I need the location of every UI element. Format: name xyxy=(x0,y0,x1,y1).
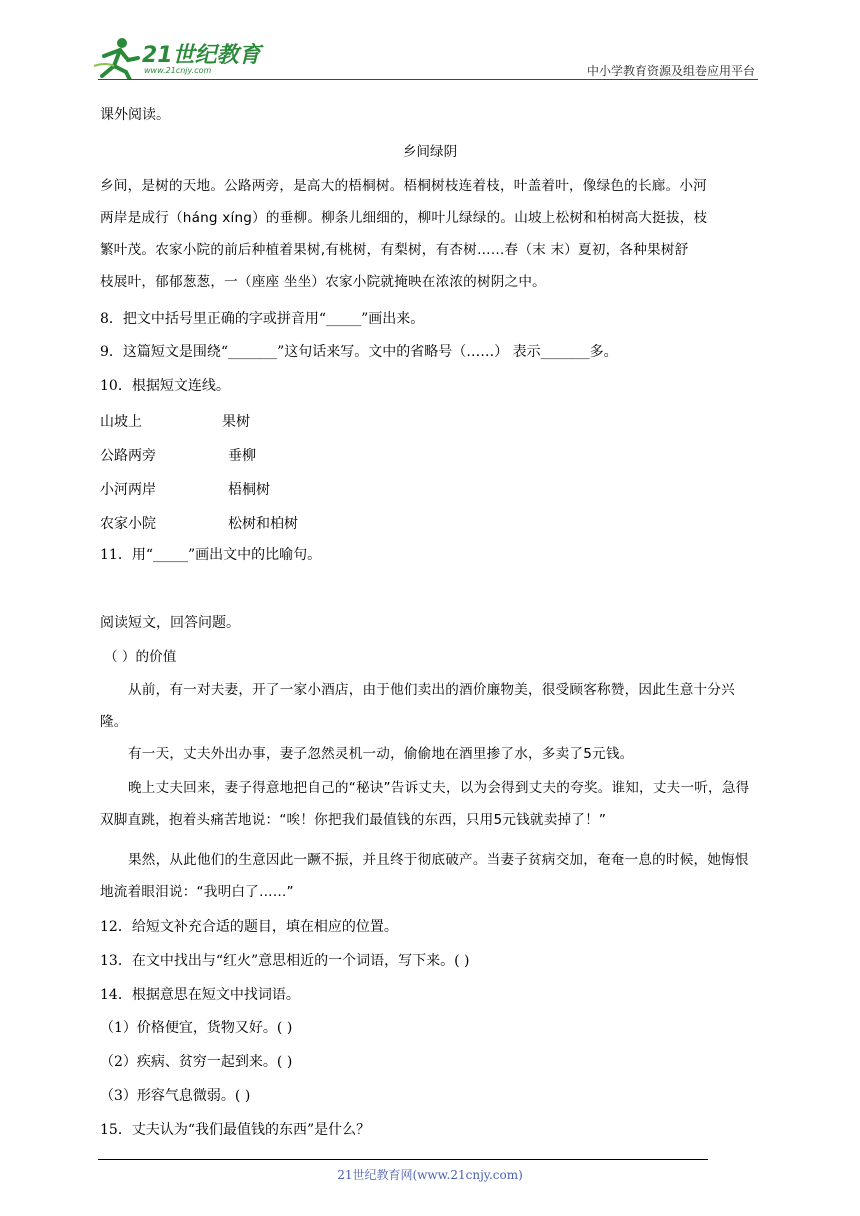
passage1-title: 乡间绿阴 xyxy=(402,144,458,160)
match-left-item: 农家小院 xyxy=(100,516,156,532)
question-13: 13．在文中找出与“红火”意思相近的一个词语，写下来。( ) xyxy=(100,953,470,969)
passage2-paragraph: 晚上丈夫回来，妻子得意地把自己的“秘诀”告诉丈夫，以为会得到丈夫的夸奖。谁知，丈夫一听，急得双脚直跳，抱着头痛苦地说：“唉！你把我们最值钱的东西，只用5元钱就卖掉了！” xyxy=(100,780,750,828)
footer-divider xyxy=(98,1159,708,1160)
logo-text: 21世纪教育 xyxy=(142,43,261,68)
match-right-item: 果树 xyxy=(222,414,250,430)
question-15: 15．丈夫认为“我们最值钱的东西”是什么？ xyxy=(100,1122,371,1138)
passage1-line: 乡间，是树的天地。公路两旁，是高大的梧桐树。梧桐树枝连着枝，叶盖着叶，像绿色的长廊。小河 xyxy=(100,178,707,194)
match-left-item: 小河两岸 xyxy=(100,482,156,498)
passage2-paragraph: 有一天，丈夫外出办事，妻子忽然灵机一动，偷偷地在酒里掺了水，多卖了5元钱。 xyxy=(128,746,634,762)
section1-intro: 课外阅读。 xyxy=(100,107,170,123)
section2-intro: 阅读短文，回答问题。 xyxy=(100,615,240,631)
match-left-item: 山坡上 xyxy=(100,414,142,430)
question-12: 12．给短文补充合适的题目，填在相应的位置。 xyxy=(100,919,398,935)
question-11: 11．用“_____”画出文中的比喻句。 xyxy=(100,547,322,563)
passage1-line: 枝展叶，郁郁葱葱，一（座座 坐坐）农家小院就掩映在浓浓的树阴之中。 xyxy=(100,274,546,290)
footer-text: 21世纪教育网(www.21cnjy.com) xyxy=(337,1168,523,1182)
question-14-item: （3）形容气息微弱。( ) xyxy=(100,1088,251,1104)
match-right-item: 松树和柏树 xyxy=(228,516,298,532)
question-14: 14．根据意思在短文中找词语。 xyxy=(100,987,300,1003)
question-10: 10．根据短文连线。 xyxy=(100,378,230,394)
question-9: 9．这篇短文是围绕“_______”这句话来写。文中的省略号（……） 表示_______多。 xyxy=(100,344,618,360)
match-right-item: 梧桐树 xyxy=(228,482,270,498)
question-14-item: （1）价格便宜，货物又好。( ) xyxy=(100,1020,293,1036)
passage1-body xyxy=(100,170,760,298)
runner-icon xyxy=(92,36,140,80)
passage2-paragraph: 果然，从此他们的生意因此一蹶不振，并且终于彻底破产。当妻子贫病交加，奄奄一息的时候，她悔恨地流着眼泪说：“我明白了……” xyxy=(100,852,749,900)
site-logo xyxy=(92,36,262,80)
match-left-item: 公路两旁 xyxy=(100,448,156,464)
passage1-line: 两岸是成行（háng xíng）的垂柳。柳条儿细细的，柳叶儿绿绿的。山坡上松树和柏树高大挺拔，枝 xyxy=(100,210,708,226)
passage2-title: （ ）的价值 xyxy=(104,649,177,665)
match-right-item: 垂柳 xyxy=(228,448,256,464)
question-14-item: （2）疾病、贫穷一起到来。( ) xyxy=(100,1054,293,1070)
passage1-line: 繁叶茂。农家小院的前后种植着果树,有桃树，有梨树，有杏树……春（末 末）夏初，各种果树舒 xyxy=(100,242,689,258)
logo-url: www.21cnjy.com xyxy=(144,66,212,75)
header-divider xyxy=(98,79,758,80)
header-platform-text: 中小学教育资源及组卷应用平台 xyxy=(586,64,755,78)
passage2-paragraph: 从前，有一对夫妻，开了一家小酒店，由于他们卖出的酒价廉物美，很受顾客称赞，因此生意十分兴隆。 xyxy=(100,682,735,730)
question-8: 8．把文中括号里正确的字或拼音用“_____”画出来。 xyxy=(100,311,425,327)
